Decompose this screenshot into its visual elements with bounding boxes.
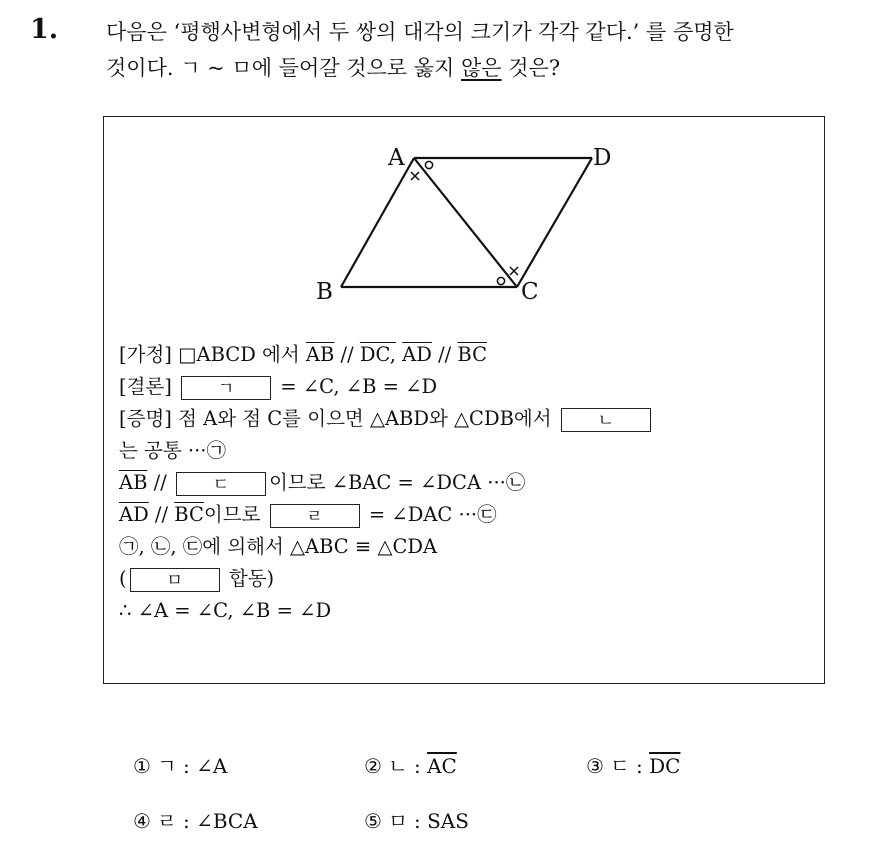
choice-1[interactable] — [133, 750, 227, 779]
choices-row-2 — [133, 805, 853, 860]
proof-step-7 — [119, 595, 819, 627]
choice-2[interactable] — [364, 750, 457, 779]
proof-hypothesis — [119, 339, 819, 371]
proof-step-1 — [119, 403, 819, 435]
proof-step-2 — [119, 435, 819, 467]
segment-dc: DC, — [359, 343, 396, 366]
segment-ad: $\overline{AD}$ — [402, 343, 432, 366]
proof-step-6 — [119, 563, 819, 595]
blank-4: ㄹ — [270, 504, 360, 528]
parallel-sign: // — [340, 343, 354, 366]
line8-open: ( — [119, 567, 127, 590]
line6-text: = ∠DAC ··· — [368, 503, 478, 526]
angle-mark-circle-a — [425, 161, 432, 168]
segment-bc: $\overline{BC}$ — [174, 503, 204, 526]
choice-segment: $\overline{AC}$ — [427, 754, 457, 778]
segment-ad: $\overline{AD}$ — [119, 503, 149, 526]
choice-label: ㄹ : ∠BCA — [157, 809, 258, 833]
diagonal-ac — [414, 158, 517, 287]
angle-mark-cross-c — [510, 267, 518, 275]
choice-label: ㄴ : — [388, 754, 428, 778]
question-line-2-before: 것이다. ㄱ ~ ㅁ에 들어갈 것으로 옳지 — [106, 56, 462, 80]
proof-conclusion — [119, 371, 819, 403]
angle-mark-cross-a — [411, 172, 419, 180]
choice-4[interactable] — [133, 805, 258, 834]
proof-lines — [119, 339, 819, 627]
circle-mark-3: ㉢ — [477, 503, 497, 526]
parallel-sign: // — [153, 471, 167, 494]
choice-segment: $\overline{DC}$ — [649, 754, 681, 778]
line4-text: 는 공통 ··· — [119, 439, 207, 462]
question-line-1: 다음은 ‘평행사변형에서 두 쌍의 대각의 크기가 각각 같다.’ 를 증명한 — [106, 20, 734, 44]
segment-ab: $\overline{AB}$ — [305, 343, 335, 366]
choice-3[interactable] — [586, 750, 680, 779]
choice-number: ⑤ — [364, 809, 382, 833]
choice-number: ① — [133, 754, 151, 778]
circle-mark-2: ㉡ — [505, 471, 526, 494]
choice-number: ③ — [586, 754, 604, 778]
question-line-2-after: 것은? — [501, 56, 561, 80]
blank-1: ㄱ — [181, 376, 271, 400]
angle-mark-circle-c — [497, 277, 504, 284]
question-line-2 — [106, 50, 876, 86]
side-ab — [341, 158, 414, 287]
line9-text: ∴ ∠A = ∠C, ∠B = ∠D — [119, 599, 332, 622]
choice-5[interactable] — [364, 805, 469, 834]
vertex-label-d: D — [593, 145, 612, 171]
choice-number: ④ — [133, 809, 151, 833]
proof-box — [103, 116, 825, 684]
choice-label: ㅁ : SAS — [388, 809, 469, 833]
hyp-label: [가정] — [119, 343, 172, 366]
choice-label: ㄱ : ∠A — [157, 754, 228, 778]
choice-number: ② — [364, 754, 382, 778]
blank-3: ㄷ — [176, 472, 266, 496]
proof-label: [증명] — [119, 407, 172, 430]
hyp-text: □ABCD 에서 — [178, 343, 300, 366]
line8-close: 합동) — [228, 567, 275, 590]
line6-mid: 이므로 — [203, 503, 261, 526]
choices-row-1 — [133, 750, 853, 805]
circle-mark-1: ㉠ — [206, 439, 227, 462]
answer-choices — [133, 750, 853, 860]
side-dc — [517, 158, 592, 287]
vertex-label-c: C — [521, 279, 539, 305]
parallelogram-figure — [104, 117, 824, 327]
line7-text: ㉠, ㉡, ㉢에 의해서 △ABC ≡ △CDA — [119, 535, 438, 558]
proof-step-3 — [119, 467, 819, 499]
question-emphasis: 않은 — [461, 56, 502, 80]
segment-bc: $\overline{BC}$ — [457, 343, 488, 366]
concl-text: = ∠C, ∠B = ∠D — [280, 375, 438, 398]
proof-text: 점 A와 점 C를 이으면 △ABD와 △CDB에서 — [178, 407, 552, 430]
vertex-label-a: A — [388, 145, 405, 171]
vertex-label-b: B — [316, 279, 333, 305]
blank-5: ㅁ — [130, 568, 220, 592]
parallel-sign: // — [438, 343, 452, 366]
parallel-sign: // — [154, 503, 169, 526]
segment-ab: $\overline{AB}$ — [119, 471, 148, 494]
choice-label: ㄷ : — [610, 754, 650, 778]
proof-step-4 — [119, 499, 819, 531]
blank-2: ㄴ — [561, 408, 651, 432]
question-number: 1. — [30, 14, 59, 45]
concl-label: [결론] — [119, 375, 172, 398]
proof-step-5 — [119, 531, 819, 563]
line5-text: 이므로 ∠BAC = ∠DCA ··· — [268, 471, 506, 494]
question-text — [106, 14, 876, 86]
